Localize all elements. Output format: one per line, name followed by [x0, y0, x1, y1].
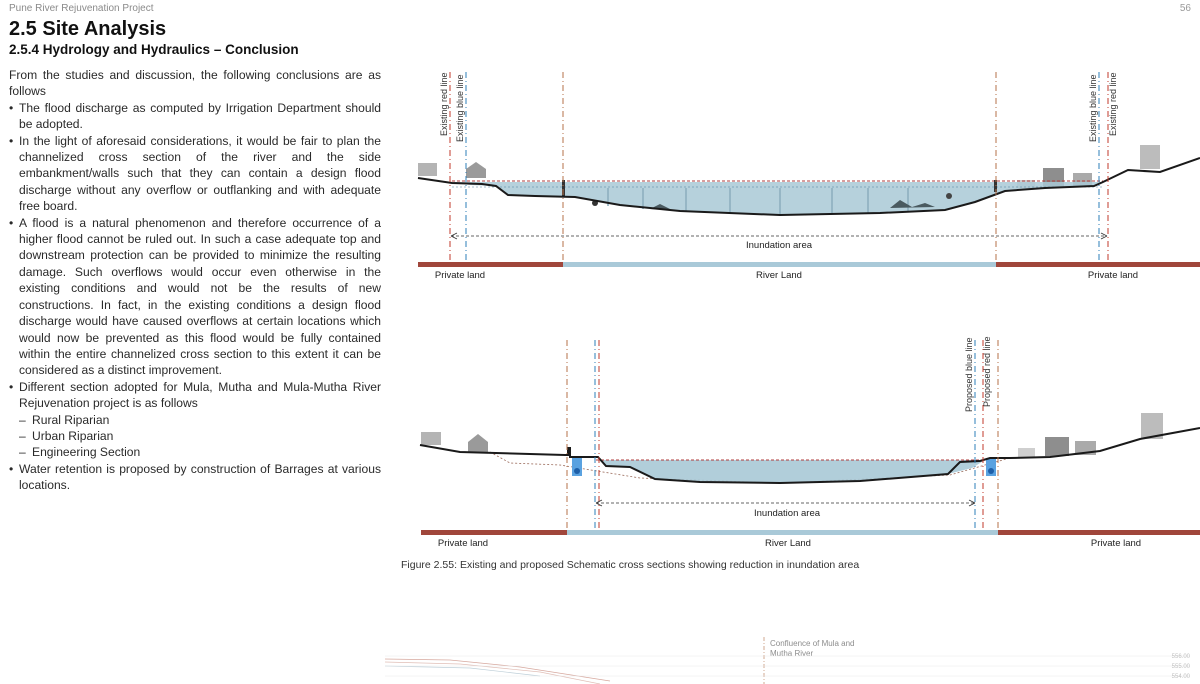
conclusion-item: • Water retention is proposed by construction of Barrages at various locations. — [9, 461, 381, 494]
barrage-gate-icon — [574, 468, 580, 474]
building-icon — [1018, 448, 1035, 457]
private-land-bar — [421, 530, 567, 535]
private-land-label-left: Private land — [434, 270, 486, 281]
existing-cross-section — [418, 72, 1200, 281]
conclusion-item: • A flood is a natural phenomenon and therefore occurrence of a higher flood cannot be ruled out. In such a case adequate top and downstream protection can be provided to minimize the resulting damage. Such overflows would occur even otherwise in the existing conditions and would not be the results of new constructions. In fact, in the existing conditions a design flood discharge would have caused overflows at certain locations which would now be prevented as this flood would be fully contained within the entire channelized cross section to this extent it can be considered as a distinct improvement. — [9, 215, 381, 379]
proposed-cross-section — [420, 336, 1200, 549]
existing-red-line-label: Existing red line — [439, 72, 449, 136]
section-type-item: – Engineering Section — [19, 444, 381, 460]
river-land-label: River Land — [756, 270, 802, 281]
inundation-area-label: Inundation area — [745, 240, 813, 251]
private-land-bar — [996, 262, 1200, 267]
existing-blue-line-label: Existing blue line — [455, 74, 465, 142]
section-type-item: – Rural Riparian — [19, 412, 381, 428]
river-land-bar — [563, 262, 996, 267]
private-land-label-right: Private land — [1090, 538, 1142, 549]
section-type-item: – Urban Riparian — [19, 428, 381, 444]
profile-line — [385, 662, 600, 684]
proposed-red-line-label: Proposed red line — [982, 336, 992, 407]
existing-blue-line-label-right: Existing blue line — [1088, 74, 1098, 142]
building-icon — [421, 432, 441, 445]
barrage-gate-icon — [988, 468, 994, 474]
private-land-bar — [418, 262, 563, 267]
house-icon — [468, 434, 488, 453]
proposed-blue-line-label: Proposed blue line — [964, 337, 974, 412]
building-icon — [1140, 145, 1160, 169]
conclusion-item: • In the light of aforesaid considerations, it would be fair to plan the channelized cross section of the river and the side embankment/walls such that they can contain a design flood discharge without any overflow or outflanking and with adequate free board. — [9, 133, 381, 215]
conclusion-item: • The flood discharge as computed by Irrigation Department should be adopted. — [9, 100, 381, 133]
elevation-label: 555.00 — [1171, 664, 1190, 670]
private-land-bar — [998, 530, 1200, 535]
private-land-label-left: Private land — [437, 538, 489, 549]
running-head: Pune River Rejuvenation Project — [9, 3, 154, 14]
house-icon — [466, 162, 486, 178]
figure-caption: Figure 2.55: Existing and proposed Schematic cross sections showing reduction in inundation area — [401, 559, 860, 571]
river-land-bar — [567, 530, 998, 535]
rock-icon — [946, 193, 952, 199]
profile-line — [385, 666, 540, 676]
conclusion-item-text: Different section adopted for Mula, Mutha and Mula-Mutha River Rejuvenation project is as follows — [19, 379, 381, 411]
intro-paragraph: From the studies and discussion, the following conclusions are as follows — [9, 68, 381, 99]
confluence-label: Mutha River — [770, 649, 814, 658]
building-icon — [1045, 437, 1069, 456]
page-number: 56 — [1179, 3, 1191, 14]
private-land-label-right: Private land — [1087, 270, 1139, 281]
subsection-title: 2.5.4 Hydrology and Hydraulics – Conclusion — [9, 42, 299, 57]
profile-line — [385, 659, 610, 681]
section-title: 2.5 Site Analysis — [9, 18, 167, 40]
confluence-label: Confluence of Mula and — [770, 639, 855, 648]
elevation-label: 556.00 — [1171, 654, 1190, 660]
inundation-area-label: Inundation area — [753, 508, 821, 519]
longitudinal-profile-strip — [385, 637, 1191, 684]
building-icon — [418, 163, 437, 176]
elevation-label: 554.00 — [1171, 674, 1190, 680]
river-land-label: River Land — [765, 538, 811, 549]
existing-red-line-label-right: Existing red line — [1108, 72, 1118, 136]
